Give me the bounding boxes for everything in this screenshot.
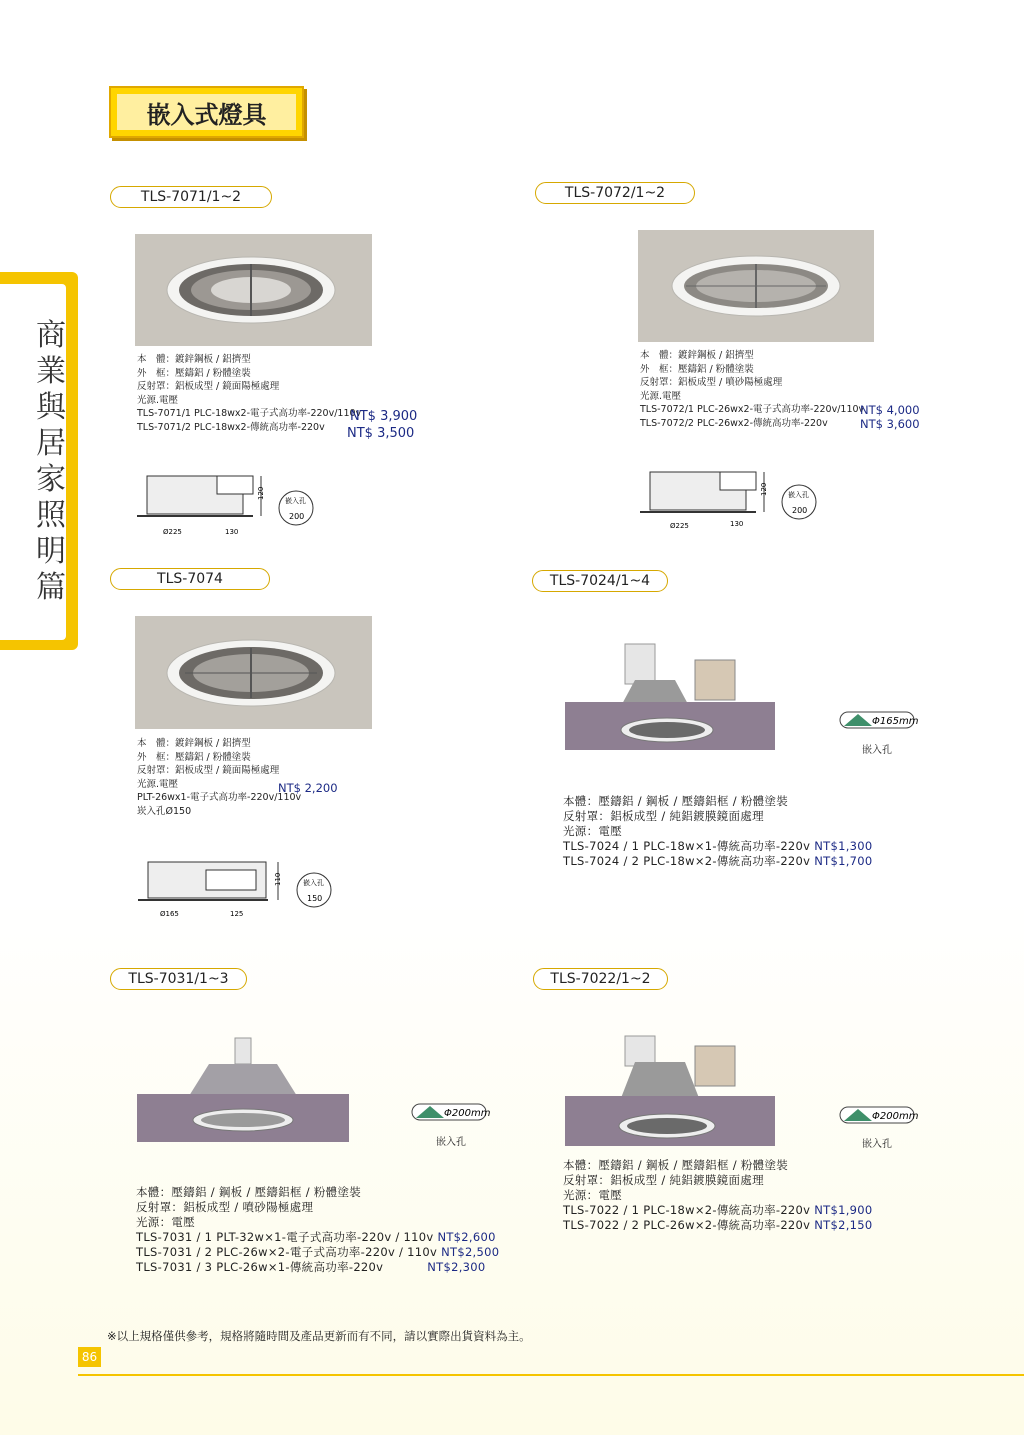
spec-line: 光源：電壓 bbox=[563, 824, 622, 838]
variant-text: TLS-7031 / 1 PLT-32w×1-電子式高功率-220v / 110v bbox=[136, 1230, 434, 1244]
product-photo-7074 bbox=[135, 616, 372, 729]
spec-line: 本體：壓鑄鋁 / 鋼板 / 壓鑄鋁框 / 粉體塗裝 bbox=[563, 1158, 789, 1172]
hole-cutout-icon bbox=[410, 1100, 490, 1124]
dim-width1: Ø225 bbox=[163, 528, 182, 536]
variant-text: TLS-7024 / 1 PLC-18w×1-傳統高功率-220v bbox=[563, 839, 811, 853]
variant-text: TLS-7031 / 3 PLC-26w×1-傳統高功率-220v bbox=[136, 1260, 384, 1274]
variant-price: NT$2,150 bbox=[814, 1218, 873, 1232]
variant-line bbox=[136, 1230, 499, 1245]
spec-line: 光源.電壓 bbox=[137, 778, 179, 790]
model-label-7072: TLS-7072/1~2 bbox=[535, 182, 695, 204]
dimension-drawing-7071 bbox=[133, 470, 333, 540]
price-7071-2: NT$ 3,500 bbox=[347, 426, 415, 441]
price-7074: NT$ 2,200 bbox=[278, 781, 338, 795]
spec-list-7074 bbox=[137, 737, 301, 818]
spec-line: 本體：壓鑄鋁 / 鋼板 / 壓鑄鋁框 / 粉體塗裝 bbox=[563, 794, 789, 808]
variant-price: NT$2,600 bbox=[437, 1230, 496, 1244]
variant-line: TLS-7071/1 PLC-18wx2-電子式高功率-220v/110v bbox=[137, 408, 362, 419]
model-label-7022: TLS-7022/1~2 bbox=[533, 968, 668, 990]
price-7072-1: NT$ 4,000 bbox=[860, 403, 920, 417]
page-number: 86 bbox=[78, 1347, 101, 1367]
spec-line: 反射罩：鋁板成型 / 噴砂陽極處理 bbox=[136, 1200, 314, 1214]
hole-cutout-icon bbox=[838, 708, 918, 732]
spec-line: 本體：壓鑄鋁 / 鋼板 / 壓鑄鋁框 / 粉體塗裝 bbox=[136, 1185, 362, 1199]
spec-line: 反射罩：鋁板成型 / 鏡面陽極處理 bbox=[137, 765, 280, 776]
hole-size: Φ165mm bbox=[872, 716, 918, 727]
dimension-drawing-7074 bbox=[136, 856, 336, 926]
dim-width2: 130 bbox=[730, 520, 744, 528]
spec-line: 本 體：鍍鋅鋼板 / 鋁擠型 bbox=[640, 350, 754, 361]
spec-line: 反射罩：鋁板成型 / 鏡面陽極處理 bbox=[137, 381, 280, 392]
product-photo-7072 bbox=[638, 230, 874, 342]
spec-line: 外 框：壓鑄鋁 / 粉體塗裝 bbox=[640, 363, 754, 375]
product-photo-7024 bbox=[565, 640, 775, 750]
price-7071-1: NT$ 3,900 bbox=[350, 409, 418, 424]
footer-note: ※以上規格僅供參考，規格將隨時間及產品更新而有不同，請以實際出貨資料為主。 bbox=[107, 1329, 531, 1343]
spec-list-7072 bbox=[640, 349, 864, 430]
hole-label: 嵌入孔 bbox=[788, 491, 809, 499]
model-label-7024: TLS-7024/1~4 bbox=[532, 570, 668, 592]
hole-size: Φ200mm bbox=[444, 1108, 490, 1119]
product-photo-7071 bbox=[135, 234, 372, 346]
variant-line bbox=[136, 1260, 499, 1275]
variant-price: NT$1,300 bbox=[814, 839, 873, 853]
variant-price: NT$1,700 bbox=[814, 854, 873, 868]
variant-line: TLS-7072/1 PLC-26wx2-電子式高功率-220v/110v bbox=[640, 404, 865, 415]
dim-width2: 125 bbox=[230, 910, 244, 918]
variant-price: NT$2,500 bbox=[441, 1245, 500, 1259]
spec-line: 本 體：鍍鋅鋼板 / 鋁擠型 bbox=[137, 738, 251, 749]
hole-size: 200 bbox=[792, 506, 808, 515]
hole-cutout-icon bbox=[838, 1103, 918, 1127]
variant-price: NT$1,900 bbox=[814, 1203, 873, 1217]
spec-list-7022 bbox=[563, 1158, 873, 1233]
footer-rule bbox=[78, 1374, 1024, 1376]
variant-line bbox=[563, 854, 873, 869]
spec-list-7071 bbox=[137, 353, 361, 434]
hole-size: 150 bbox=[307, 894, 323, 903]
variant-text: TLS-7031 / 2 PLC-26w×2-電子式高功率-220v / 110v bbox=[136, 1245, 438, 1259]
dim-height: 120 bbox=[760, 482, 768, 496]
hole-size: Φ200mm bbox=[872, 1111, 918, 1122]
dimension-drawing-7072 bbox=[636, 466, 836, 536]
side-tab-text: 商業與居家照明篇 bbox=[36, 318, 66, 605]
spec-line: 光源.電壓 bbox=[640, 390, 682, 402]
product-photo-7031 bbox=[137, 1036, 349, 1142]
model-label-7074: TLS-7074 bbox=[110, 568, 270, 590]
price-7072-2: NT$ 3,600 bbox=[860, 417, 920, 431]
variant-text: TLS-7022 / 1 PLC-18w×2-傳統高功率-220v bbox=[563, 1203, 811, 1217]
spec-line: 外 框：壓鑄鋁 / 粉體塗裝 bbox=[137, 751, 251, 763]
dim-width1: Ø225 bbox=[670, 522, 689, 530]
spec-line: 光源：電壓 bbox=[136, 1215, 195, 1229]
spec-line: 外 框：壓鑄鋁 / 粉體塗裝 bbox=[137, 367, 251, 379]
spec-line: 反射罩：鋁板成型 / 純鋁鍍膜鏡面處理 bbox=[563, 1173, 764, 1187]
spec-line: 本 體：鍍鋅鋼板 / 鋁擠型 bbox=[137, 354, 251, 365]
hole-label-7031: 嵌入孔 bbox=[436, 1137, 466, 1148]
model-label-7071: TLS-7071/1~2 bbox=[110, 186, 272, 208]
hole-note: 崁入孔Ø150 bbox=[137, 805, 192, 817]
downlight-image bbox=[135, 234, 372, 346]
variant-text: TLS-7024 / 2 PLC-18w×2-傳統高功率-220v bbox=[563, 854, 811, 868]
spec-list-7031 bbox=[136, 1185, 499, 1275]
hole-label-7022: 嵌入孔 bbox=[862, 1139, 892, 1150]
spec-line: 反射罩：鋁板成型 / 純鋁鍍膜鏡面處理 bbox=[563, 809, 764, 823]
page-title-box bbox=[109, 86, 304, 138]
dim-height: 110 bbox=[274, 872, 282, 886]
variant-line: TLS-7072/2 PLC-26wx2-傳統高功率-220v bbox=[640, 417, 828, 429]
variant-line bbox=[563, 839, 873, 854]
downlight-image bbox=[135, 616, 372, 729]
hole-size: 200 bbox=[289, 512, 305, 521]
hole-label: 嵌入孔 bbox=[303, 879, 324, 887]
variant-line: TLS-7071/2 PLC-18wx2-傳統高功率-220v bbox=[137, 421, 325, 433]
variant-text: TLS-7022 / 2 PLC-26w×2-傳統高功率-220v bbox=[563, 1218, 811, 1232]
hole-label-7024: 嵌入孔 bbox=[862, 745, 892, 756]
hole-label: 嵌入孔 bbox=[285, 497, 306, 505]
downlight-image bbox=[638, 230, 874, 342]
variant-line bbox=[563, 1218, 873, 1233]
variant-line bbox=[563, 1203, 873, 1218]
dim-width1: Ø165 bbox=[160, 910, 179, 918]
variant-line: PLT-26wx1-電子式高功率-220v/110v bbox=[137, 792, 302, 803]
dim-height: 120 bbox=[257, 486, 265, 500]
spec-line: 光源：電壓 bbox=[563, 1188, 622, 1202]
variant-line bbox=[136, 1245, 499, 1260]
variant-price: NT$2,300 bbox=[427, 1260, 486, 1274]
spec-line: 反射罩：鋁板成型 / 噴砂陽極處理 bbox=[640, 377, 783, 388]
model-label-7031: TLS-7031/1~3 bbox=[110, 968, 247, 990]
spec-line: 光源.電壓 bbox=[137, 394, 179, 406]
dim-width2: 130 bbox=[225, 528, 239, 536]
spec-list-7024 bbox=[563, 794, 873, 869]
product-photo-7022 bbox=[565, 1032, 775, 1147]
page-title: 嵌入式燈具 bbox=[117, 94, 296, 130]
